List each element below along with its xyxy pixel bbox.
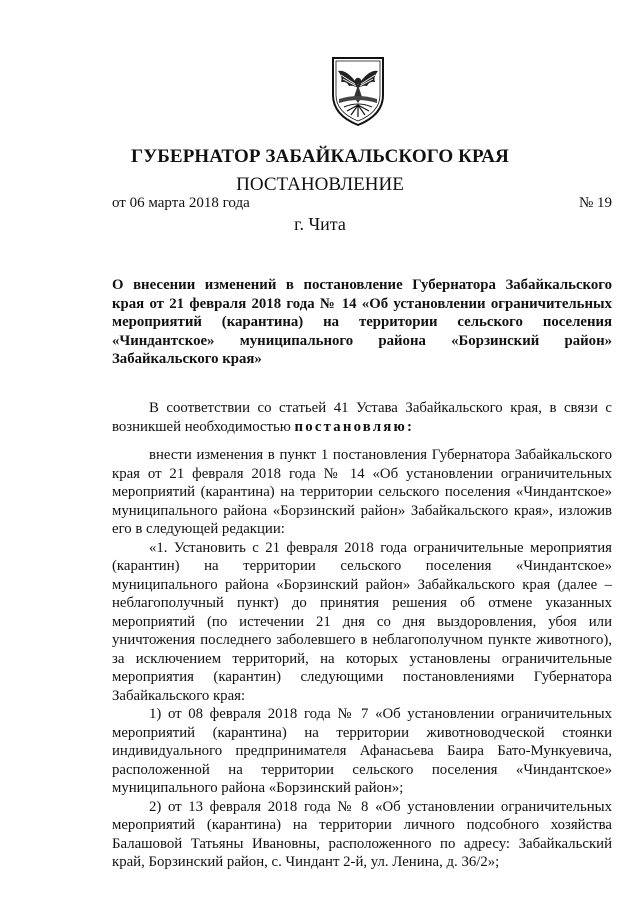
paragraph-2: «1. Установить с 21 февраля 2018 года ограничительные мероприятия (карантин) на территории сельского поселения «Чиндантское» муниципального района «Борзинский район» Забайкальского края (далее – неблагополучный пункт) до принятия решения об отмене указанных мероприятий (по истечении 21 дня со дня выздоровления, убоя или уничтожения последнего заболевшего в неблагополучном пункте животного), за исключением территорий, на которых установлены ограничительные мероприятия (карантин) следующими постановлениями Губернатора Забайкальского края:	[112, 539, 612, 704]
paragraph-3: 1) от 08 февраля 2018 года № 7 «Об установлении ограничительных мероприятий (карантина) на территории животноводческой стоянки индивидуального предпринимателя Афанасьева Баира Бато-Мункуевича, расположенной на территории сельского поселения «Чиндантское» муниципального района «Борзинский район»;	[112, 706, 612, 796]
document-date: от 06 марта 2018 года	[112, 195, 250, 211]
paragraph-1: внести изменения в пункт 1 постановления Губернатора Забайкальского края от 21 февраля 2018 года № 14 «Об установлении ограничительных мероприятий (карантина) на территории сельского поселения «Чиндантское» муниципального района «Борзинский район» Забайкальского края», изложив его в следующей редакции:	[112, 447, 612, 537]
preamble	[112, 399, 612, 436]
coat-of-arms-icon	[329, 55, 387, 127]
issuer-title: ГУБЕРНАТОР ЗАБАЙКАЛЬСКОГО КРАЯ	[131, 146, 509, 167]
document-number: № 19	[578, 195, 612, 211]
paragraph-4: 2) от 13 февраля 2018 года № 8 «Об установлении ограничительных мероприятий (карантина) на территории личного подсобного хозяйства Балашовой Татьяны Ивановны, расположенного по адресу: Забайкальский край, Борзинский район, с. Чиндант 2-й, ул. Ленина, д. 36/2»;	[112, 798, 612, 870]
date-number-line	[112, 195, 612, 212]
document-type: ПОСТАНОВЛЕНИЕ	[236, 174, 404, 195]
preamble-text: В соответствии со статьей 41 Устава Забайкальского края, в связи с возникшей необходимостью	[112, 400, 612, 435]
document-body	[112, 399, 612, 872]
document-subject: О внесении изменений в постановление Губернатора Забайкальского края от 21 февраля 2018 года № 14 «Об установлении ограничительных мероприятий (карантина) на территории сельского поселения «Чиндантское» муниципального района «Борзинский район» Забайкальского края»	[112, 277, 612, 368]
preamble-keyword: постановляю:	[294, 418, 415, 435]
city: г. Чита	[294, 214, 346, 234]
